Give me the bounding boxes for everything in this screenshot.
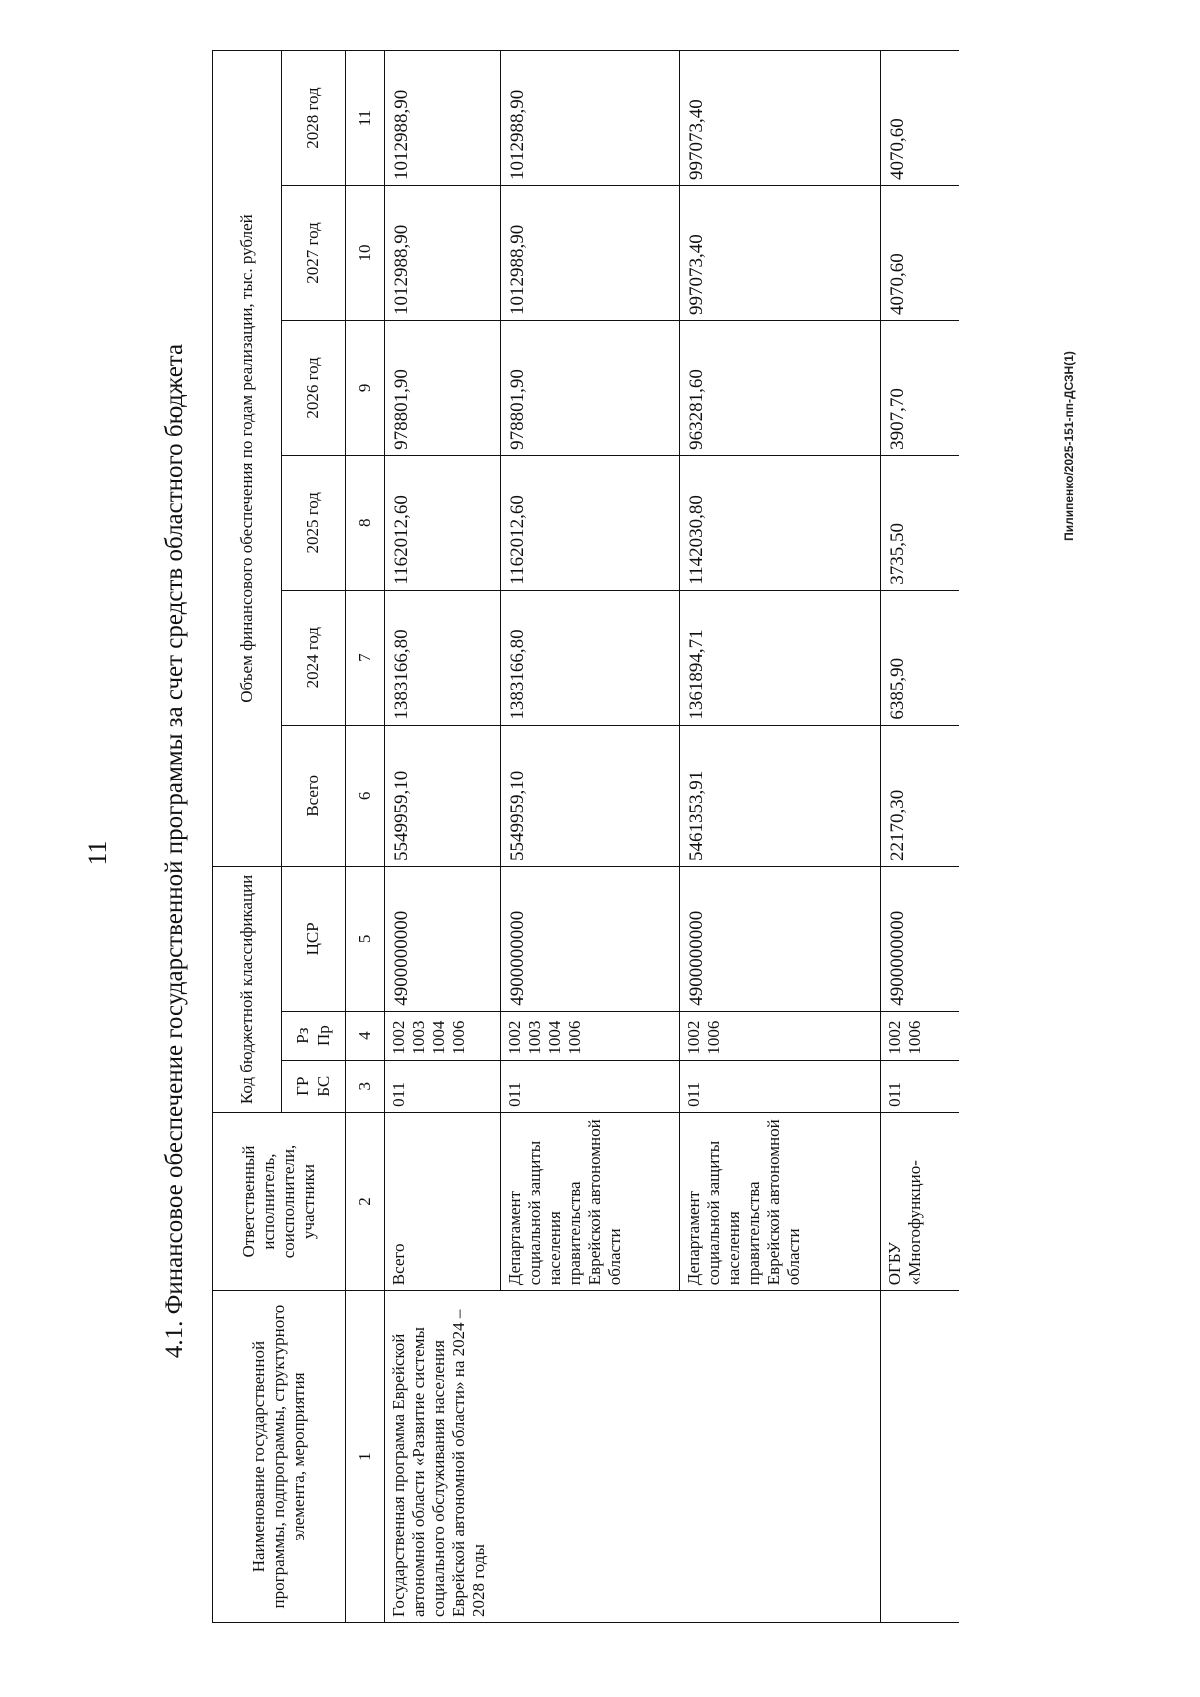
header-name: Наименование государственной программы, подпрограммы, структурного элемента, мероприятия [213,1291,346,1623]
y2026-cell: 978801,90 [385,320,501,455]
program-name-cell: Государственная программа Еврейской автономной области «Развитие системы социального обслуживания населения Еврейской автономной области» на 2024 – 2028 годы [385,1291,881,1623]
column-number: 1 [346,1291,385,1623]
executor-cell: Департамент социальной защиты населения правительства Еврейской автономной области [501,1112,680,1290]
column-number: 10 [346,186,385,321]
footer-code [1044,246,1094,646]
column-number: 7 [346,590,385,725]
header-volume: Объем финансового обеспечения по годам реализации, тыс. рублей [213,51,282,867]
header-executor: Ответственный исполнитель, соисполнители, участники [213,1112,346,1290]
header-grbs: ГР БС [282,1060,346,1112]
column-number: 6 [346,725,385,866]
footer-code-text: Пилипенко/2025-151-пп-ДСЗН(1) [1062,351,1077,541]
y2024-cell: 1361894,71 [680,590,881,725]
column-number: 9 [346,320,385,455]
grbs-cell: 011 [385,1060,501,1112]
executor-cell: Департамент социальной защиты населения правительства Еврейской автономной области [680,1112,881,1290]
grbs-cell: 011 [501,1060,680,1112]
column-number: 8 [346,455,385,590]
header-2025: 2025 год [282,455,346,590]
y2025-cell: 1162012,60 [501,455,680,590]
total-cell: 5549959,10 [385,725,501,866]
table-row [385,51,501,1623]
column-number: 4 [346,1011,385,1060]
total-cell: 5549959,10 [501,725,680,866]
column-number: 11 [346,51,385,186]
y2025-cell: 1162012,60 [385,455,501,590]
y2028-cell: 1012988,90 [501,51,680,186]
grbs-cell: 011 [881,1060,960,1112]
column-number: 2 [346,1112,385,1290]
header-rzpr: Рз Пр [282,1011,346,1060]
page-number: 11 [83,840,112,866]
table-row [881,51,960,1623]
rzpr-cell: 1002 1003 1004 1006 [501,1011,680,1060]
rzpr-cell: 1002 1003 1004 1006 [385,1011,501,1060]
y2028-cell: 4070,60 [881,51,960,186]
header-total: Всего [282,725,346,866]
total-cell: 22170,30 [881,725,960,866]
y2024-cell: 6385,90 [881,590,960,725]
csr-cell: 4900000000 [501,867,680,1012]
executor-cell: Всего [385,1112,501,1290]
rzpr-cell: 1002 1006 [881,1011,960,1060]
header-2028: 2028 год [282,51,346,186]
y2028-cell: 997073,40 [680,51,881,186]
y2025-cell: 3735,50 [881,455,960,590]
column-numbers-row [346,51,385,1623]
column-number: 3 [346,1060,385,1112]
y2027-cell: 1012988,90 [385,186,501,321]
rzpr-cell: 1002 1006 [680,1011,881,1060]
csr-cell: 4900000000 [680,867,881,1012]
y2027-cell: 4070,60 [881,186,960,321]
y2024-cell: 1383166,80 [501,590,680,725]
y2026-cell: 978801,90 [501,320,680,455]
y2026-cell: 3907,70 [881,320,960,455]
y2028-cell: 1012988,90 [385,51,501,186]
y2027-cell: 1012988,90 [501,186,680,321]
header-budget-code: Код бюджетной классификации [213,867,282,1113]
financing-table [212,50,959,1623]
y2025-cell: 1142030,80 [680,455,881,590]
header-csr: ЦСР [282,867,346,1012]
total-cell: 5461353,91 [680,725,881,866]
executor-cell: ОГБУ «Многофункцио- [881,1112,960,1290]
csr-cell: 4900000000 [385,867,501,1012]
rotated-document [145,36,1045,1666]
csr-cell: 4900000000 [881,867,960,1012]
grbs-cell: 011 [680,1060,881,1112]
section-title: 4.1. Финансовое обеспечение государственной программы за счет средств областного бюджета [161,343,188,1359]
y2026-cell: 963281,60 [680,320,881,455]
header-2026: 2026 год [282,320,346,455]
y2027-cell: 997073,40 [680,186,881,321]
header-2027: 2027 год [282,186,346,321]
column-number: 5 [346,867,385,1012]
y2024-cell: 1383166,80 [385,590,501,725]
program-name-cell [881,1291,960,1623]
header-2024: 2024 год [282,590,346,725]
